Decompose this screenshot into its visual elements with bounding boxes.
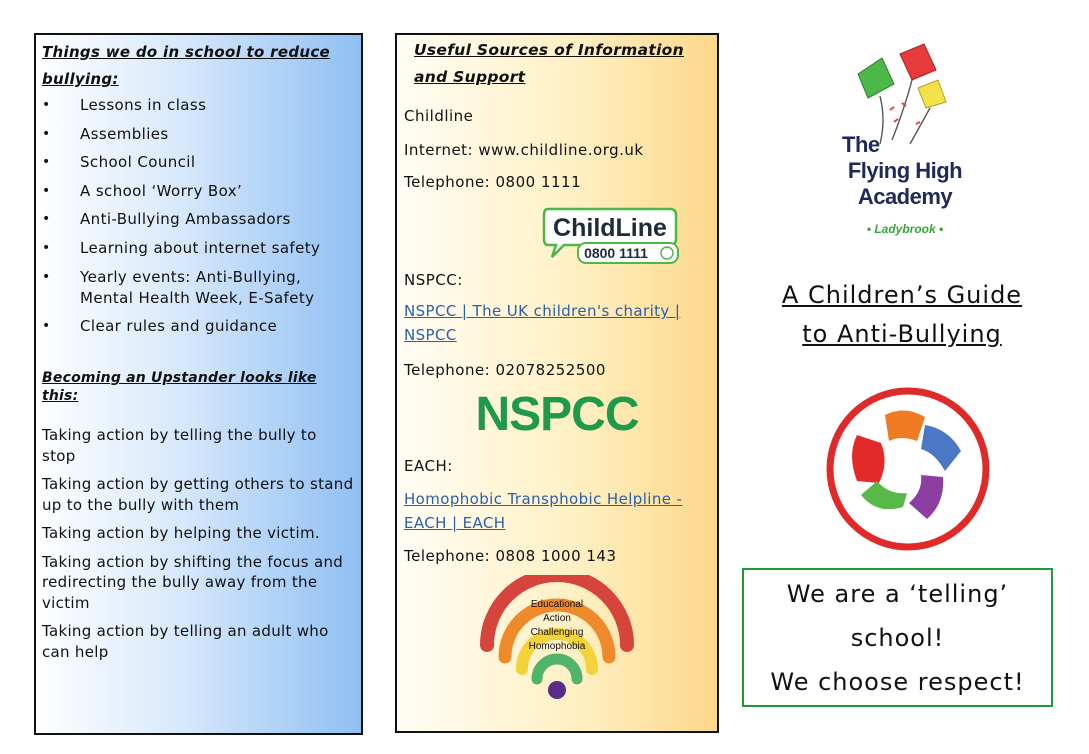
list-item: • A school ‘Worry Box’ (42, 181, 355, 202)
school-actions-list (42, 95, 355, 337)
upstander-action: Taking action by telling an adult who can help (42, 622, 329, 661)
hands-circle-icon (817, 385, 999, 553)
telling-school-box (742, 568, 1053, 707)
upstander-action: Taking action by getting others to stand up to the bully with them (42, 475, 354, 514)
nspcc-logo: NSPCC (475, 388, 639, 441)
nspcc-name: NSPCC: (404, 271, 463, 289)
logo-line: The (842, 132, 880, 157)
telling-line: We are a ‘telling’ (786, 580, 1009, 608)
each-logo-word: Homophobia (528, 641, 586, 652)
support-sources-panel (395, 33, 719, 733)
respect-line: We choose respect! (770, 668, 1025, 696)
list-item: • Clear rules and guidance (42, 316, 355, 337)
logo-line: Academy (857, 184, 953, 209)
upstander-action: Taking action by helping the victim. (42, 524, 320, 543)
list-item: • School Council (42, 152, 355, 173)
list-item: • Assemblies (42, 124, 355, 145)
school-logo (820, 40, 990, 245)
upstander-heading: Becoming an Upstander looks like this: (42, 370, 317, 405)
each-link[interactable]: Homophobic Transphobic Helpline - EACH | EACH (404, 490, 683, 532)
logo-line: Flying High (847, 158, 963, 183)
each-name: EACH: (404, 457, 453, 475)
anti-bullying-actions-panel (34, 33, 363, 735)
each-logo (477, 575, 637, 703)
each-logo-word: Action (543, 613, 571, 624)
logo-subtitle: • Ladybrook • (866, 222, 944, 236)
childline-internet: Internet: www.childline.org.uk (404, 141, 644, 159)
each-logo-word: Educational (530, 599, 584, 610)
childline-logo (542, 205, 682, 267)
list-item: • Anti-Bullying Ambassadors (42, 209, 355, 230)
list-item: • Yearly events: Anti-Bullying, Mental Health Week, E-Safety (42, 267, 355, 309)
guide-title-line1: A Children’s Guide (781, 281, 1023, 309)
childline-name: Childline (404, 107, 474, 125)
childline-telephone: Telephone: 0800 1111 (404, 173, 582, 191)
nspcc-link[interactable]: NSPCC | The UK children's charity | NSPCC (404, 302, 681, 344)
upstander-action: Taking action by telling the bully to stop (42, 426, 317, 465)
each-telephone: Telephone: 0808 1000 143 (404, 547, 617, 565)
each-logo-word: Challenging (530, 627, 584, 638)
nspcc-telephone: Telephone: 02078252500 (404, 361, 606, 379)
school-actions-heading: Things we do in school to reduce bullying: (42, 43, 331, 88)
upstander-action: Taking action by shifting the focus and redirecting the bully away from the victim (42, 552, 344, 612)
list-item: • Lessons in class (42, 95, 355, 116)
childline-logo-number: 0800 1111 (584, 245, 648, 261)
guide-title-line2: to Anti-Bullying (802, 320, 1002, 348)
childline-logo-text: ChildLine (553, 214, 667, 242)
list-item: • Learning about internet safety (42, 238, 355, 259)
support-heading: Useful Sources of Information and Support (414, 41, 684, 86)
telling-line: school! (850, 624, 945, 652)
